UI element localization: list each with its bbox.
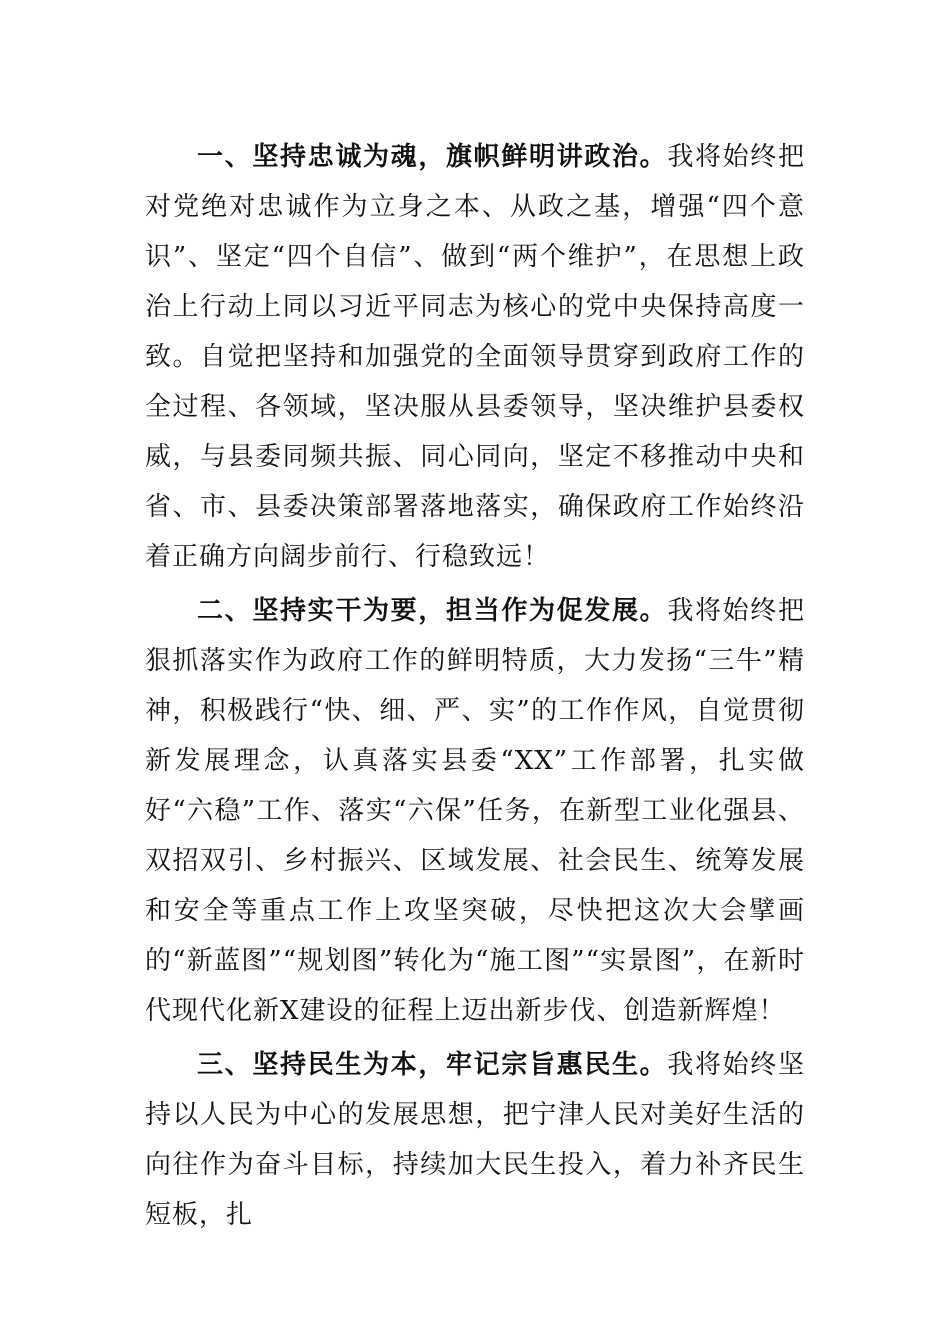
paragraph-1-heading: 一、坚持忠诚为魂，旗帜鲜明讲政治。 xyxy=(197,142,668,172)
paragraph-1-text: 我将始终把对党绝对忠诚作为立身之本、从政之基，增强“四个意识”、坚定“四个自信”、做到“两个维护”，在思想上政治上行动上同以习近平同志为核心的党中央保持高度一致。自觉把坚持和加强党的全面领导贯穿到政府工作的全过程、各领域，坚决服从县委领导，坚决维护县委权威，与县委同频共振、同心同向，坚定不移推动中央和省、市、县委决策部署落地落实，确保政府工作始终沿着正确方向阔步前行、行稳致远！ xyxy=(145,142,805,572)
paragraph-3-text: 我将始终坚持以人民为中心的发展思想，把宁津人民对美好生活的向往作为奋斗目标，持续加大民生投入，着力补齐民生短板，扎 xyxy=(145,1050,805,1230)
paragraph-2-text: 我将始终把狠抓落实作为政府工作的鲜明特质，大力发扬“三牛”精神，积极践行“快、细、严、实”的工作作风，自觉贯彻新发展理念，认真落实县委“XX”工作部署，扎实做好“六稳”工作、落实“六保”任务，在新型工业化强县、双招双引、乡村振兴、区域发展、社会民生、统筹发展和安全等重点工作上攻坚突破，尽快把这次大会擘画的“新蓝图”“规划图”转化为“施工图”“实景图”，在新时代现代化新X建设的征程上迈出新步伐、创造新辉煌！ xyxy=(145,596,805,1026)
document-body xyxy=(145,132,805,1240)
paragraph-1 xyxy=(145,132,805,582)
paragraph-2 xyxy=(145,586,805,1036)
paragraph-3 xyxy=(145,1040,805,1240)
paragraph-2-heading: 二、坚持实干为要，担当作为促发展。 xyxy=(197,596,668,626)
paragraph-3-heading: 三、坚持民生为本，牢记宗旨惠民生。 xyxy=(197,1050,668,1080)
